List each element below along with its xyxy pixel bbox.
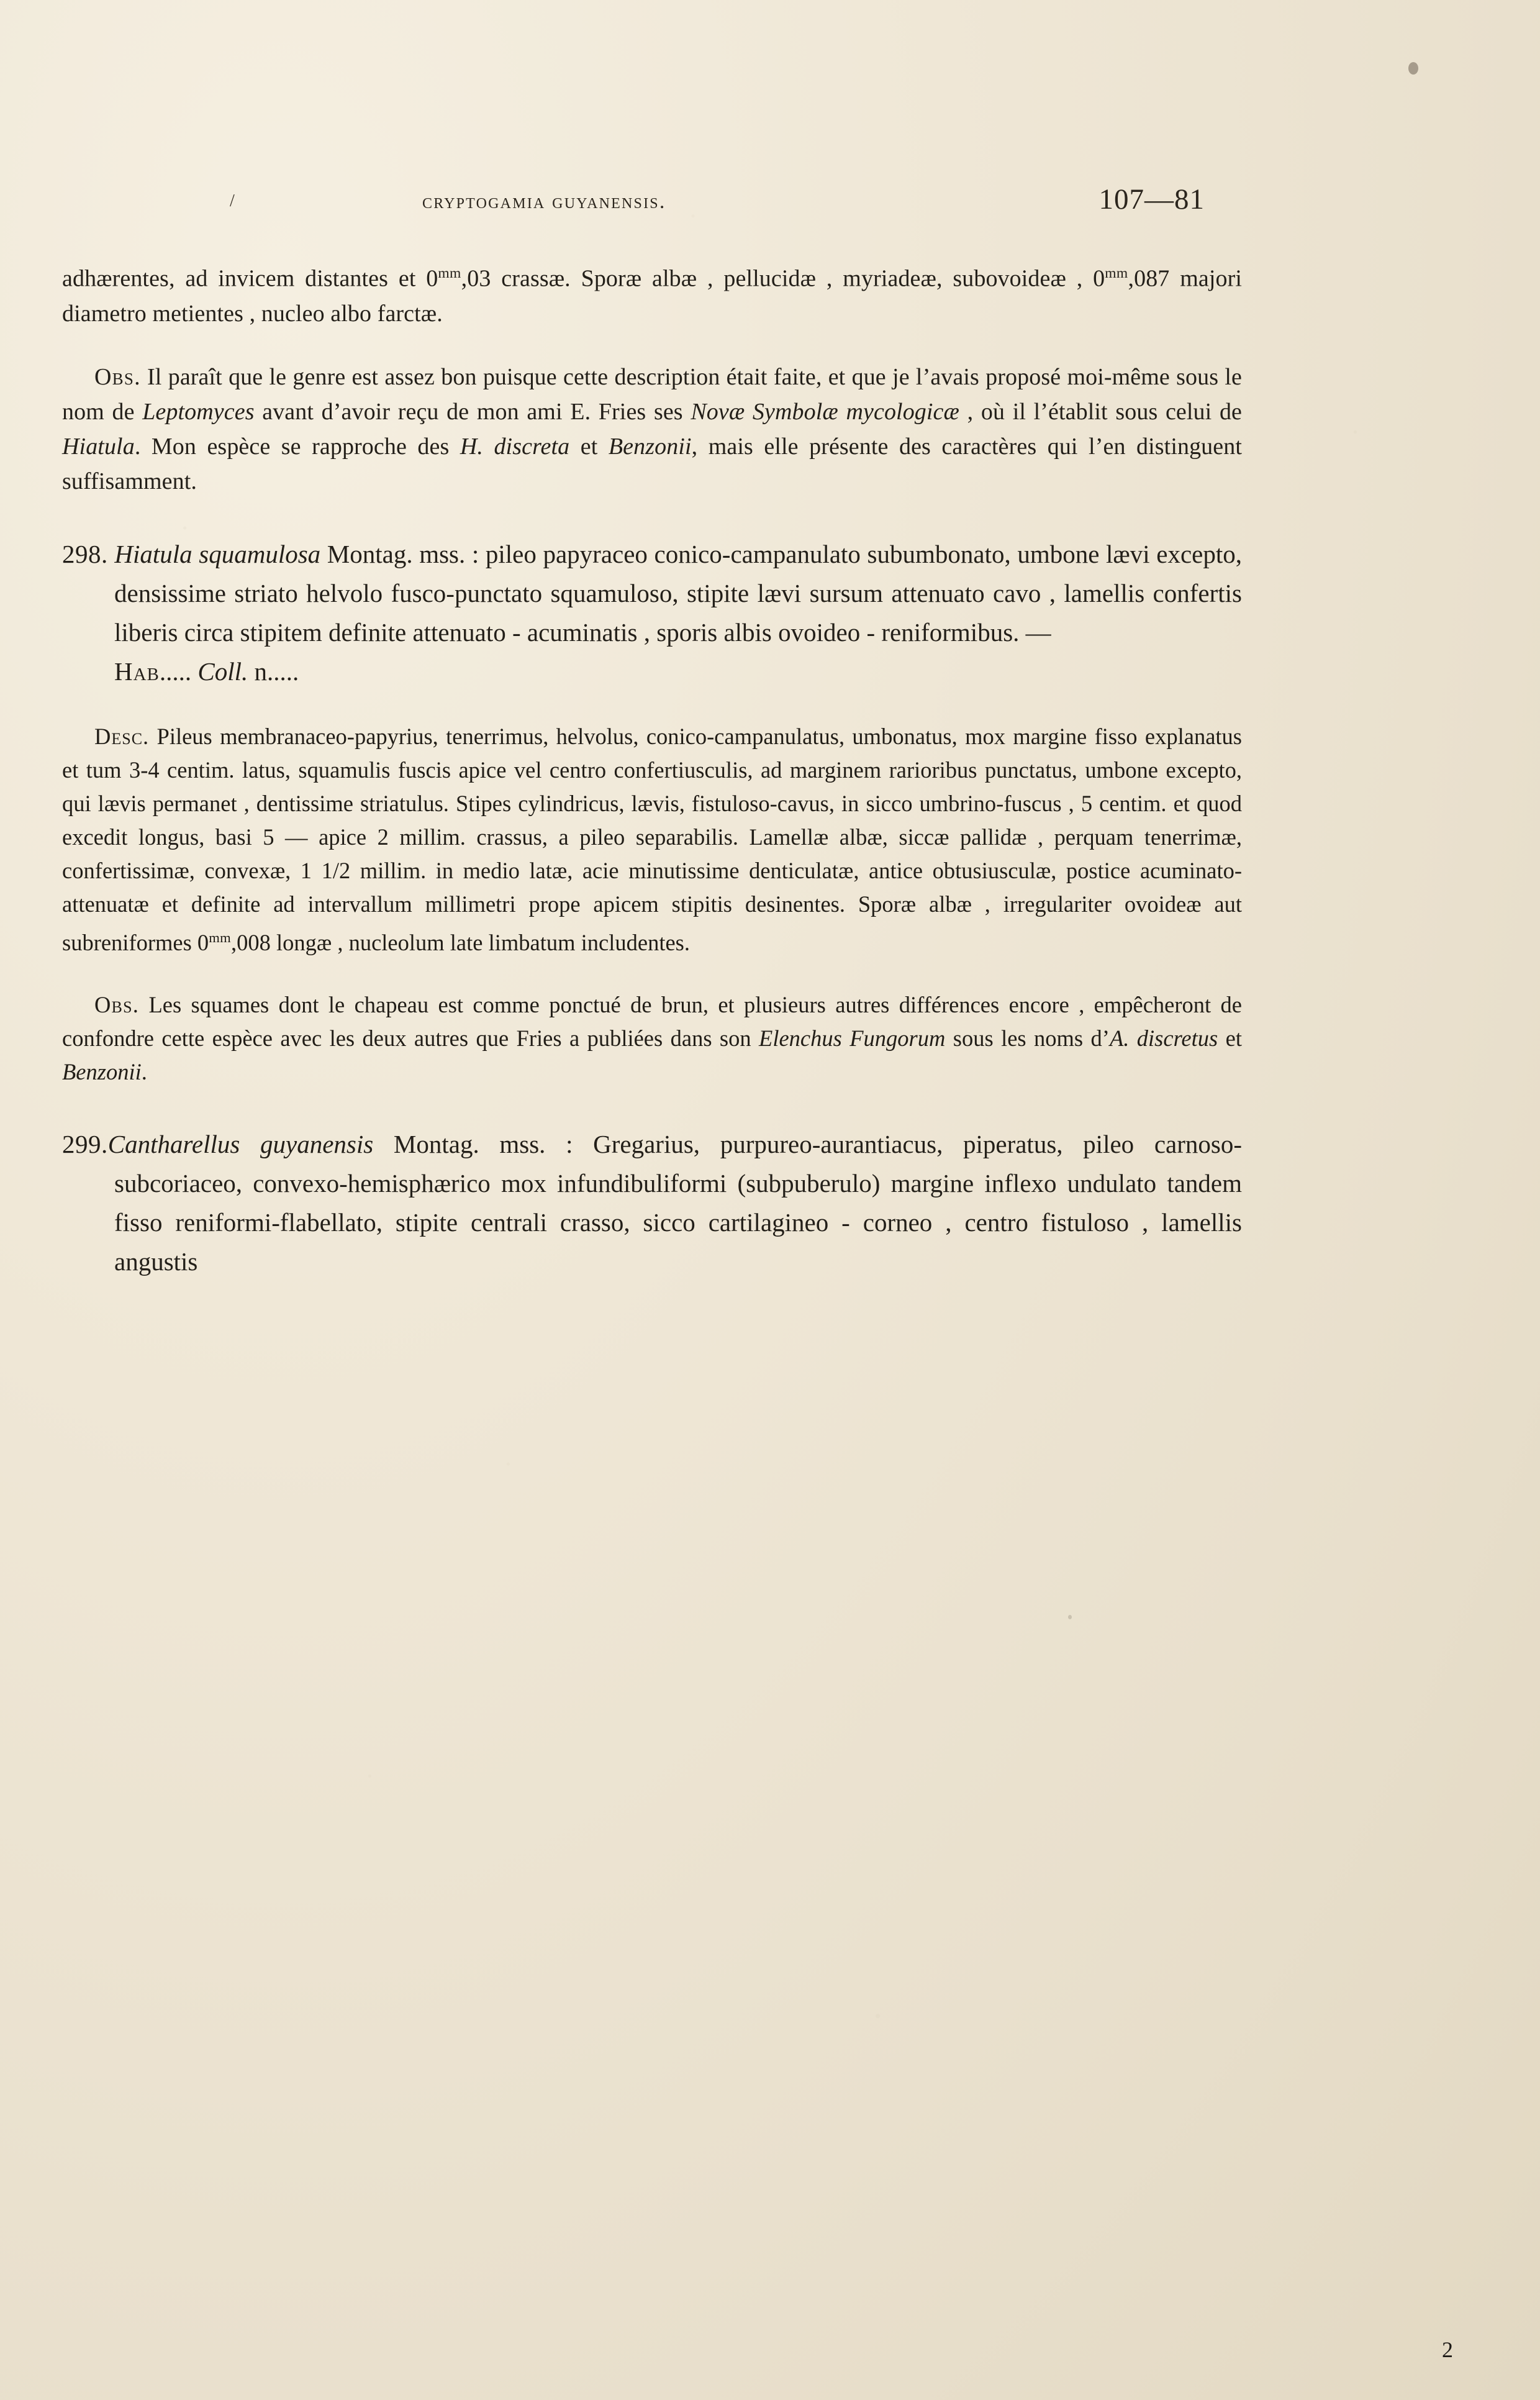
desc-text-fragment: Pileus membranaceo-papyrius, tenerrimus, helvolus, conico-campanulatus, umbonatus, mox margine fisso explanatus et tum 3-4 centim. latus, squamulis fuscis apice vel centro confertiusculis, ad marginem rarioribus punctatus, umbone excepto, qui lævis permanet , dentissime striatulus. Stipes cylindricus, lævis, fistuloso-cavus, in sicco umbrino-fuscus , 5 centim. et quod excedit longus, basi 5 — apice 2 millim. crassus, a pileo separabilis. Lamellæ albæ, siccæ pallidæ , perquam tenerrimæ, confertissimæ, convexæ, 1 1/2 millim. in medio latæ, acie minutissime denticulatæ, antice obtusiusculæ, postice acuminato-attenuatæ et definite ad intervallum millimetri prope apicem stipitis desinentes. Sporæ albæ , irregulariter ovoideæ aut subreniformes 0 bbox=[62, 723, 1242, 955]
sheet-signature: 2 bbox=[1442, 2337, 1453, 2362]
work-title-italic: Novæ Symbolæ mycologicæ bbox=[691, 398, 959, 425]
species-entry-298 bbox=[62, 535, 1242, 691]
observation-paragraph-1 bbox=[62, 360, 1242, 499]
species-diagnosis: : Gregarius, purpureo-aurantiacus, piperatus, pileo carnoso-subcoriaceo, convexo-hemisphærico mox infundibuliformi (subpuberulo) margine inflexo undulato tandem fisso reniformi-flabellato, stipite centrali crasso, sicco cartilagineo - corneo , centro fistuloso , lamellis angustis bbox=[114, 1129, 1242, 1276]
paragraph-text-fragment: . Mon espèce se rapproche des bbox=[134, 433, 460, 460]
species-description-298 bbox=[62, 720, 1242, 960]
species-entry-299 bbox=[62, 1125, 1242, 1281]
paragraph-text-fragment: et bbox=[569, 433, 609, 460]
species-name-italic: Hiatula squamulosa bbox=[114, 539, 321, 568]
obs-label: Obs. bbox=[94, 363, 141, 390]
entry-number: 299. bbox=[62, 1129, 108, 1158]
page-content bbox=[62, 183, 1243, 1281]
genus-name-italic: Hiatula bbox=[62, 433, 135, 460]
desc-label: Desc. bbox=[94, 723, 150, 749]
paragraph-text-fragment: ,087 majori diametro metientes , nucleo albo farctæ. bbox=[62, 265, 1243, 327]
species-author: Montag. mss. bbox=[320, 539, 472, 568]
margin-mark: / bbox=[230, 191, 235, 211]
paragraph-text-fragment: ,03 crassæ. Sporæ albæ , pellucidæ , myriadeæ, subovoideæ , 0 bbox=[461, 265, 1105, 292]
species-name-italic: Cantharellus guyanensis bbox=[107, 1129, 374, 1158]
entry-number: 298. bbox=[62, 539, 108, 568]
paragraph-text-fragment: . bbox=[141, 1058, 147, 1084]
paragraph-text-fragment: , où il l’établit sous celui de bbox=[959, 398, 1243, 425]
running-head-title: cryptogamia guyanensis. bbox=[422, 190, 666, 213]
paragraph-continuation bbox=[62, 256, 1242, 331]
superscript-mm: mm bbox=[1105, 265, 1128, 281]
habitat-label: Hab bbox=[114, 657, 160, 686]
habitat-value: ..... bbox=[159, 657, 198, 686]
paper-speck bbox=[1408, 62, 1418, 75]
species-name-italic: H. discreta bbox=[460, 433, 570, 460]
work-title-italic: Elenchus Fungorum bbox=[759, 1025, 946, 1051]
superscript-mm: mm bbox=[438, 265, 461, 281]
superscript-mm: mm bbox=[209, 929, 231, 945]
observation-paragraph-298 bbox=[62, 988, 1242, 1089]
species-name-italic: Benzonii bbox=[608, 433, 692, 460]
paragraph-text-fragment: et bbox=[1218, 1025, 1242, 1051]
paper-speck bbox=[1068, 1615, 1072, 1619]
page-folio: 107—81 bbox=[1098, 183, 1205, 216]
collection-label-italic: Coll. bbox=[197, 657, 248, 686]
obs-label: Obs. bbox=[94, 991, 140, 1017]
species-author: Montag. mss. bbox=[373, 1129, 566, 1158]
desc-text-fragment: ,008 longæ , nucleolum late limbatum includentes. bbox=[230, 929, 690, 955]
running-head bbox=[62, 183, 1242, 230]
paragraph-text-fragment: Les squames dont le chapeau est comme ponctué de brun, et plusieurs autres différences encore , empêcheront de confondre cette espèce avec les deux autres que Fries a publiées dans son bbox=[62, 991, 1242, 1051]
species-diagnosis: : pileo papyraceo conico-campanulato subumbonato, umbone lævi excepto, densissime striato helvolo fusco-punctato squamuloso, stipite lævi sursum attenuato cavo , lamellis confertis liberis circa stipitem definite attenuato - acuminatis , sporis albis ovoideo - reniformibus. — bbox=[114, 539, 1243, 647]
species-name-italic: A. discretus bbox=[1109, 1025, 1218, 1051]
collection-number: n..... bbox=[248, 657, 299, 686]
species-name-italic: Benzonii bbox=[62, 1058, 142, 1084]
paragraph-text-fragment: , mais elle présente des caractères qui l’en distinguent suffisamment. bbox=[62, 433, 1242, 494]
paragraph-text-fragment: sous les noms d’ bbox=[945, 1025, 1110, 1051]
paragraph-text-fragment: avant d’avoir reçu de mon ami E. Fries ses bbox=[254, 398, 691, 425]
genus-name-italic: Leptomyces bbox=[142, 398, 255, 425]
paragraph-text-fragment: Il paraît que le genre est assez bon puisque cette description était faite, et que je l’avais proposé moi-même sous le nom de bbox=[62, 363, 1242, 425]
paragraph-text-fragment: adhærentes, ad invicem distantes et 0 bbox=[62, 265, 438, 292]
